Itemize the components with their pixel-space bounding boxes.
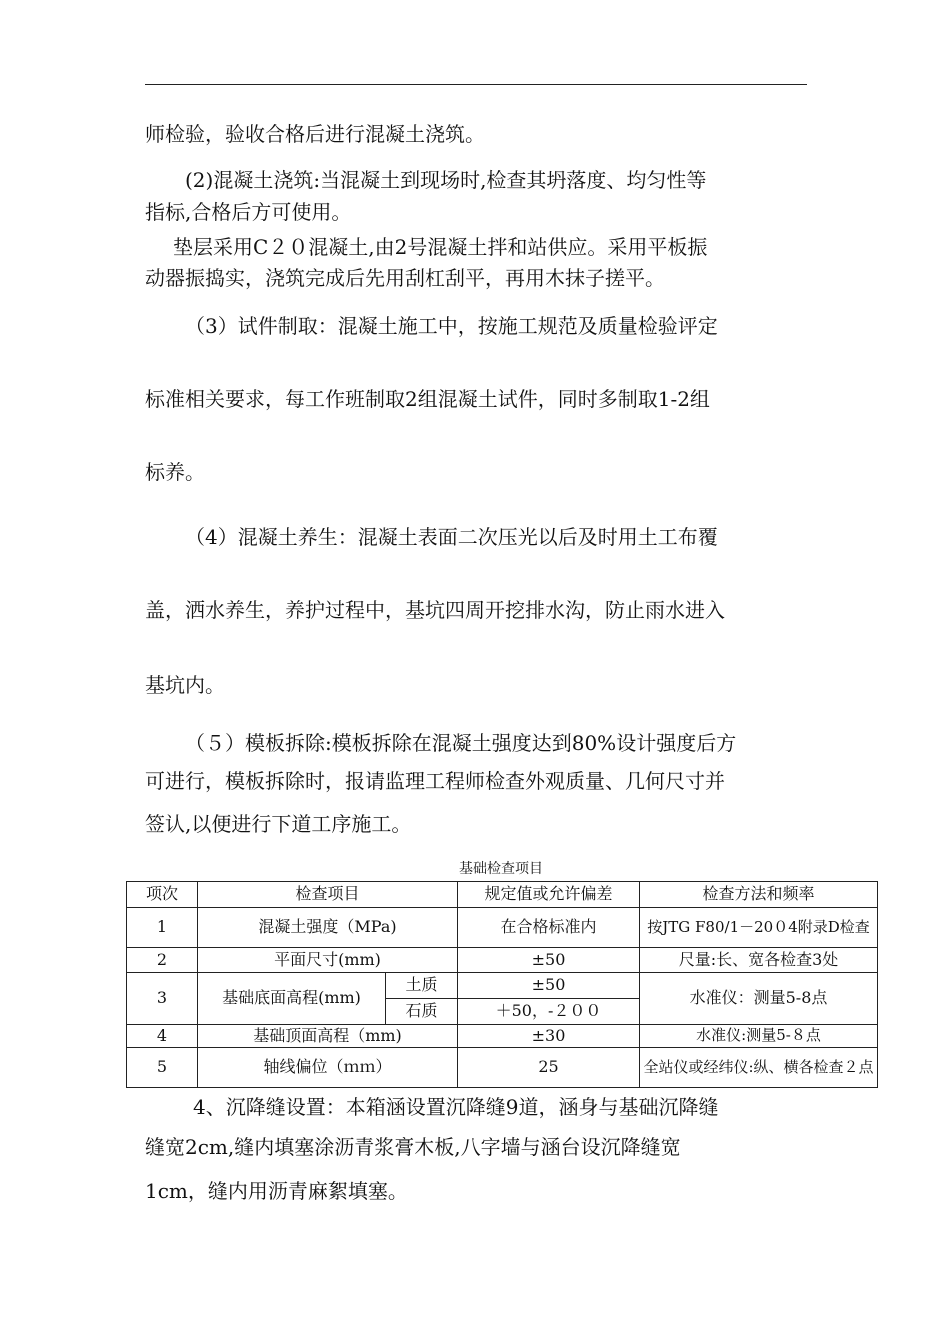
paragraph-line: 签认,以便进行下道工序施工。 (145, 812, 412, 836)
paragraph-line: 标养。 (145, 460, 205, 484)
cell-value: 在合格标准内 (458, 908, 640, 948)
paragraph-line: 可进行，模板拆除时，报请监理工程师检查外观质量、几何尺寸并 (145, 769, 725, 793)
table-caption: 基础检查项目 (459, 861, 543, 877)
paragraph-line: （５）模板拆除:模板拆除在混凝土强度达到80%设计强度后方 (185, 731, 737, 755)
cell-item: 混凝土强度（MPa) (198, 908, 458, 948)
cell-value: 25 (458, 1048, 640, 1088)
cell-method: 水准仪:测量5-８点 (640, 1025, 878, 1048)
cell-no: 4 (127, 1025, 198, 1048)
cell-subitem: 石质 (386, 999, 458, 1025)
cell-no: 1 (127, 908, 198, 948)
cell-item: 平面尺寸(mm) (198, 948, 458, 973)
paragraph-line: （3）试件制取：混凝土施工中，按施工规范及质量检验评定 (185, 314, 718, 338)
header-cell: 规定值或允许偏差 (458, 882, 640, 908)
table-row (127, 908, 878, 948)
paragraph-line: 缝宽2cm,缝内填塞涂沥青浆膏木板,八字墙与涵台设沉降缝宽 (145, 1135, 681, 1159)
paragraph-line: 垫层采用C２０混凝土,由2号混凝土拌和站供应。采用平板振 (173, 235, 708, 259)
cell-method: 尺量:长、宽各检查3处 (640, 948, 878, 973)
cell-item: 基础底面高程(mm) (198, 973, 386, 1025)
paragraph-line: 盖，洒水养生，养护过程中，基坑四周开挖排水沟，防止雨水进入 (145, 598, 725, 622)
table-row (127, 973, 878, 999)
paragraph-line: 动器振捣实，浇筑完成后先用刮杠刮平，再用木抹子搓平。 (145, 266, 665, 290)
cell-no: 5 (127, 1048, 198, 1088)
table-row (127, 1025, 878, 1048)
paragraph-line: 标准相关要求，每工作班制取2组混凝土试件，同时多制取1-2组 (145, 387, 710, 411)
paragraph-line: （4）混凝土养生：混凝土表面二次压光以后及时用土工布覆 (185, 525, 718, 549)
cell-value: ±50 (458, 973, 640, 999)
cell-method: 按JTG F80/1－20０4附录D检查 (640, 908, 878, 948)
paragraph-line: 4、沉降缝设置：本箱涵设置沉降缝9道，涵身与基础沉降缝 (193, 1095, 719, 1119)
header-cell: 检查项目 (198, 882, 458, 908)
header-cell: 检查方法和频率 (640, 882, 878, 908)
table-row (127, 948, 878, 973)
cell-method: 水准仪：测量5-8点 (640, 973, 878, 1025)
header-cell: 项次 (127, 882, 198, 908)
cell-no: 2 (127, 948, 198, 973)
inspection-table (126, 881, 878, 1088)
cell-item: 轴线偏位（ｍｍ） (198, 1048, 458, 1088)
cell-value: ±30 (458, 1025, 640, 1048)
cell-value: ±50 (458, 948, 640, 973)
paragraph-line: 1cm，缝内用沥青麻絮填塞。 (145, 1179, 408, 1203)
cell-no: 3 (127, 973, 198, 1025)
cell-item: 基础顶面高程（mm) (198, 1025, 458, 1048)
cell-value: ＋50，-２００ (458, 999, 640, 1025)
paragraph-line: (2)混凝土浇筑:当混凝土到现场时,检查其坍落度、均匀性等 (185, 168, 707, 192)
cell-subitem: 土质 (386, 973, 458, 999)
paragraph-line: 基坑内。 (145, 673, 225, 697)
cell-method: 全站仪或经纬仪:纵、横各检查２点 (640, 1048, 878, 1088)
table-row (127, 1048, 878, 1088)
paragraph-line: 师检验，验收合格后进行混凝土浇筑。 (145, 122, 485, 146)
table-header-row (127, 882, 878, 908)
header-rule (145, 84, 807, 85)
paragraph-line: 指标,合格后方可使用。 (145, 200, 352, 224)
